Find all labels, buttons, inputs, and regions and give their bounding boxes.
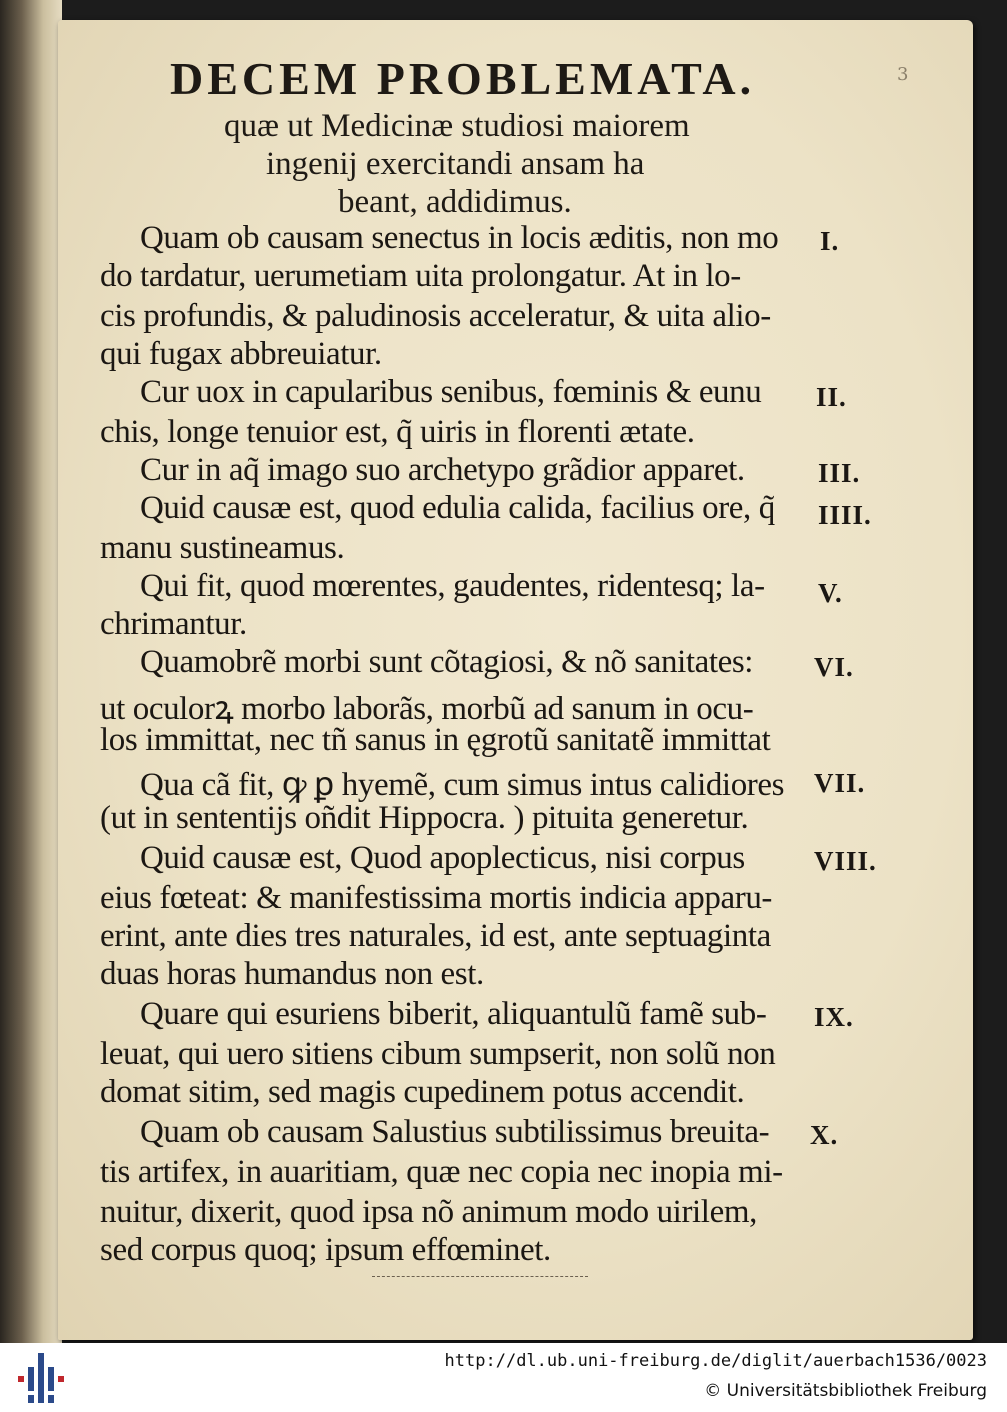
page-end-rule: [372, 1276, 588, 1278]
text-line: Cur uox in capularibus senibus, fœminis & eunu: [140, 374, 762, 410]
intro-line: quæ ut Medicinæ studiosi maiorem: [224, 108, 690, 144]
text-line: manu sustineamus.: [100, 530, 345, 566]
text-line: sed corpus quoq; ipsum effœminet.: [100, 1232, 551, 1268]
text-line: erint, ante dies tres naturales, id est, ante septuaginta: [100, 918, 771, 954]
problem-numeral: VII.: [814, 768, 866, 798]
page-title: DECEM PROBLEMATA.: [170, 53, 756, 104]
text-line: leuat, qui uero sitiens cibum sumpserit, non solũ non: [100, 1036, 776, 1072]
text-line: ut oculorꝝ morbo laborãs, morbũ ad sanum in ocu-: [100, 691, 754, 727]
text-line: tis artifex, in auaritiam, quæ nec copia nec inopia mi-: [100, 1154, 783, 1190]
problem-numeral: III.: [818, 458, 861, 488]
problem-numeral: VIII.: [814, 846, 877, 876]
text-line: chis, longe tenuior est, q̃ uiris in florenti ætate.: [100, 414, 695, 450]
problem-numeral: II.: [816, 382, 847, 412]
text-line: do tardatur, uerumetiam uita prolongatur. At in lo-: [100, 258, 741, 294]
text-line: Quid causæ est, Quod apoplecticus, nisi corpus: [140, 840, 745, 876]
text-line: Quam ob causam Salustius subtilissimus breuita-: [140, 1114, 770, 1150]
intro-line: ingenij exercitandi ansam ha: [266, 146, 645, 182]
text-line: Quam ob causam senectus in locis æditis, non mo: [140, 220, 779, 256]
text-line: Cur in aq̃ imago suo archetypo grãdior apparet.: [140, 452, 745, 488]
problem-numeral: I.: [820, 226, 840, 256]
copyright-notice: © Universitätsbibliothek Freiburg: [704, 1381, 987, 1401]
permalink-url[interactable]: http://dl.ub.uni-freiburg.de/diglit/auerbach1536/0023: [444, 1351, 987, 1371]
text-line: Qui fit, quod mœrentes, gaudentes, ridentesq; la-: [140, 568, 765, 604]
text-line: Qua cã fit, ꝙ ꝑ hyemẽ, cum simus intus calidiores: [140, 767, 785, 803]
text-line: Quare qui esuriens biberit, aliquantulũ famẽ sub-: [140, 996, 767, 1032]
book-spine-edge: [0, 0, 62, 1343]
intro-line: beant, addidimus.: [338, 184, 572, 220]
text-line: cis profundis, & paludinosis acceleratur, & uita alio-: [100, 298, 771, 334]
text-line: Quid causæ est, quod edulia calida, facilius ore, q̃: [140, 490, 775, 526]
problem-numeral: IX.: [814, 1002, 854, 1032]
text-line: duas horas humandus non est.: [100, 956, 484, 992]
problem-numeral: V.: [818, 578, 843, 608]
problem-numeral: X.: [810, 1120, 839, 1150]
folio-number: 3: [897, 64, 909, 85]
text-line: domat sitim, sed magis cupedinem potus accendit.: [100, 1074, 745, 1110]
viewer-footer: [0, 1343, 1007, 1412]
text-line: qui fugax abbreuiatur.: [100, 336, 382, 372]
text-line: nuitur, dixerit, quod ipsa nõ animum modo uirilem,: [100, 1194, 757, 1230]
text-line: chrimantur.: [100, 606, 247, 642]
ub-freiburg-logo-icon: [14, 1351, 66, 1405]
problem-numeral: IIII.: [818, 500, 872, 530]
problem-numeral: VI.: [814, 652, 854, 682]
text-line: los immittat, nec tñ sanus in ęgrotũ sanitatẽ immittat: [100, 722, 771, 758]
text-line: eius fœteat: & manifestissima mortis indicia apparu-: [100, 880, 773, 916]
text-line: Quamobrẽ morbi sunt cõtagiosi, & nõ sanitates:: [140, 644, 754, 680]
text-line: (ut in sententijs oñdit Hippocra. ) pituita generetur.: [100, 800, 749, 836]
